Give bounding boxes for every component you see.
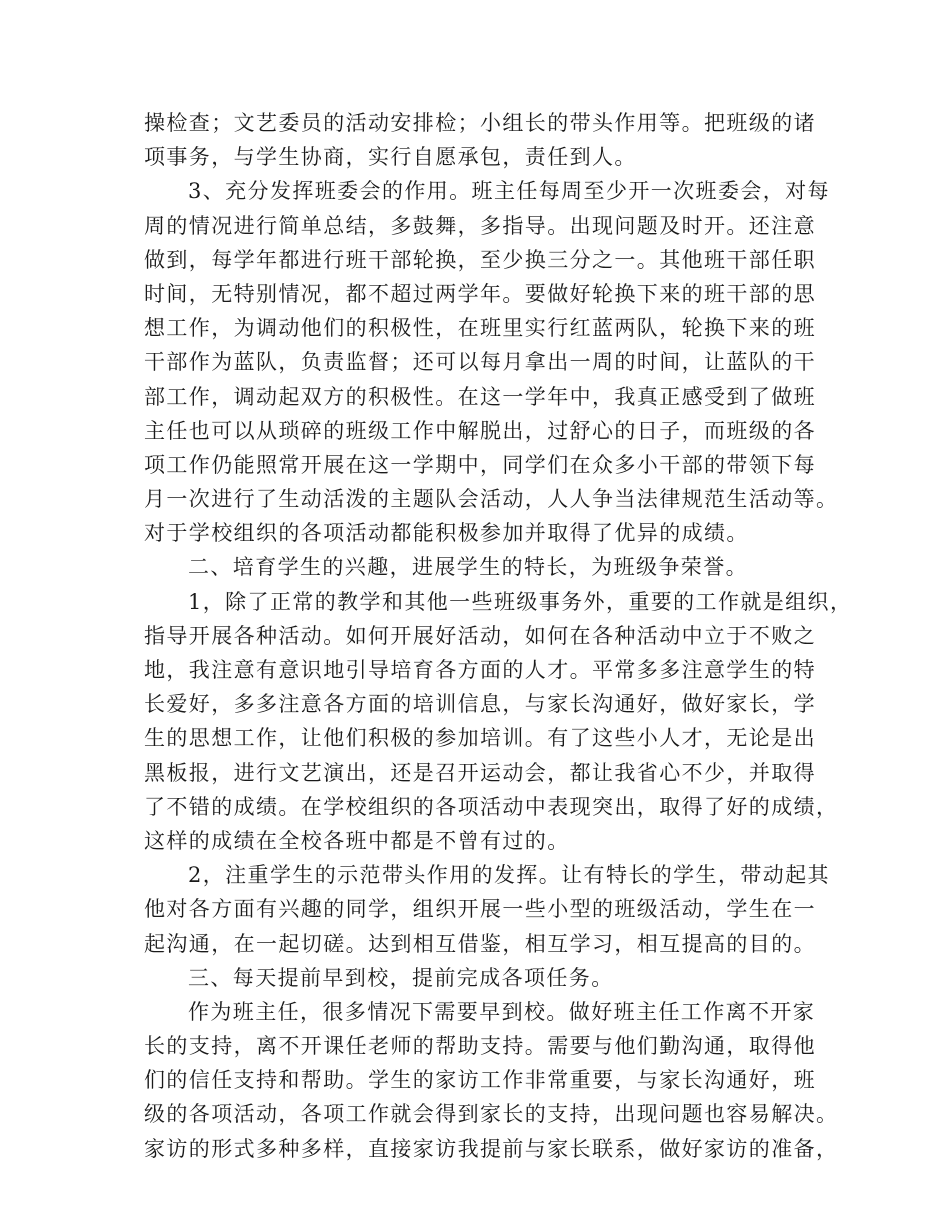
text-line: 主任也可以从琐碎的班级工作中解脱出，过舒心的日子，而班级的各	[144, 418, 816, 443]
text-line: 长爱好，多多注意各方面的培训信息，与家长沟通好，做好家长，学	[144, 692, 816, 717]
text-line: 1，除了正常的教学和其他一些班级事务外，重要的工作就是组织，	[188, 589, 853, 614]
text-line: 黑板报，进行文艺演出，还是召开运动会，都让我省心不少，并取得	[144, 760, 816, 785]
text-line: 时间，无特别情况，都不超过两学年。要做好轮换下来的班干部的思	[144, 281, 816, 306]
text-line: 地，我注意有意识地引导培育各方面的人才。平常多多注意学生的特	[144, 658, 816, 682]
text-line: 想工作，为调动他们的积极性，在班里实行红蓝两队，轮换下来的班	[144, 316, 816, 341]
text-line: 他对各方面有兴趣的同学，组织开展一些小型的班级活动，学生在一	[144, 897, 816, 922]
text-line: 家访的形式多种多样，直接家访我提前与家长联系，做好家访的准备，	[144, 1136, 839, 1161]
text-line: 作为班主任，很多情况下需要早到校。做好班主任工作离不开家	[188, 999, 816, 1024]
text-line: 操检查；文艺委员的活动安排检；小组长的带头作用等。把班级的诸	[144, 111, 816, 135]
text-line: 起沟通，在一起切磋。达到相互借鉴，相互学习，相互提高的目的。	[144, 931, 816, 956]
text-line: 3、充分发挥班委会的作用。班主任每周至少开一次班委会，对每	[188, 179, 830, 204]
text-line: 了不错的成绩。在学校组织的各项活动中表现突出，取得了好的成绩，	[144, 794, 839, 819]
text-line: 项事务，与学生协商，实行自愿承包，责任到人。	[144, 145, 637, 170]
text-line: 项工作仍能照常开展在这一学期中，同学们在众多小干部的带领下每	[144, 452, 816, 477]
text-line: 长的支持，离不开课任老师的帮助支持。需要与他们勤沟通，取得他	[144, 1034, 816, 1059]
text-line: 部工作，调动起双方的积极性。在这一学年中，我真正感受到了做班	[144, 384, 816, 409]
text-line: 生的思想工作，让他们积极的参加培训。有了这些小人才，无论是出	[144, 726, 816, 751]
text-line: 干部作为蓝队，负责监督；还可以每月拿出一周的时间，让蓝队的干	[144, 350, 816, 375]
text-line: 周的情况进行简单总结，多鼓舞，多指导。出现问题及时开。还注意	[144, 213, 816, 238]
text-line: 指导开展各种活动。如何开展好活动，如何在各种活动中立于不败之	[144, 623, 816, 648]
section-heading: 三、每天提前早到校，提前完成各项任务。	[188, 965, 614, 990]
text-line: 对于学校组织的各项活动都能积极参加并取得了优异的成绩。	[144, 521, 749, 546]
text-line: 月一次进行了生动活泼的主题队会活动，人人争当法律规范生活动等。	[144, 487, 839, 512]
text-line: 做到，每学年都进行班干部轮换，至少换三分之一。其他班干部任职	[144, 247, 816, 272]
text-line: 们的信任支持和帮助。学生的家访工作非常重要，与家长沟通好，班	[144, 1068, 816, 1093]
document-body	[144, 106, 853, 1166]
text-line: 级的各项活动，各项工作就会得到家长的支持，出现问题也容易解决。	[144, 1102, 839, 1127]
text-line: 这样的成绩在全校各班中都是不曾有过的。	[144, 828, 570, 853]
text-line: 2，注重学生的示范带头作用的发挥。让有特长的学生，带动起其	[188, 863, 830, 888]
section-heading: 二、培育学生的兴趣，进展学生的特长，为班级争荣誉。	[188, 555, 748, 580]
